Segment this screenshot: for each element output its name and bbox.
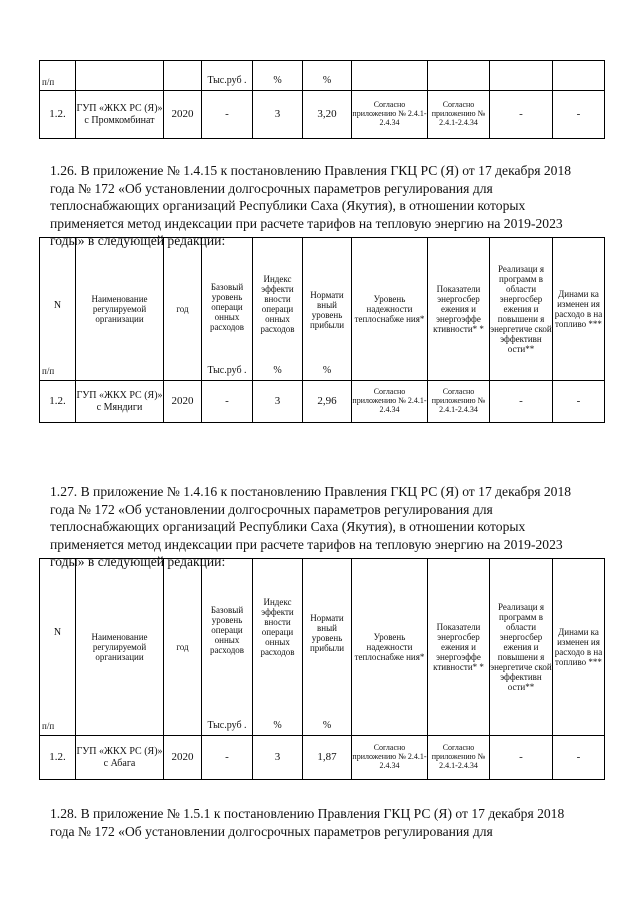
dynamics-cell: - — [553, 736, 605, 780]
header-energy: Показатели энергосбер ежения и энергоэффе ктивности* * — [428, 238, 490, 381]
header-year: год — [164, 238, 202, 381]
org-name: ГУП «ЖКХ РС (Я)» с Абага — [76, 736, 164, 780]
paragraph-line: года № 172 «Об установлении долгосрочных параметров регулирования для — [50, 823, 493, 839]
org-name: ГУП «ЖКХ РС (Я)» с Промкомбинат — [76, 91, 164, 139]
paragraph-line: годы» в следующей редакции: — [50, 233, 226, 248]
paragraph-1-28 — [50, 805, 610, 840]
header-number — [40, 559, 76, 736]
header-org: Наименование регулируемой организации — [76, 559, 164, 736]
programs-cell: - — [490, 381, 553, 423]
dynamics-cell: - — [553, 91, 605, 139]
index-cell: 3 — [253, 736, 303, 780]
year-cell: 2020 — [164, 381, 202, 423]
table-row — [40, 381, 605, 423]
header-reliability: Уровень надежности теплоснабже ния* — [352, 559, 428, 736]
header-dynamics: Динами ка изменен ия расходо в на топливо *** — [553, 559, 605, 736]
header-year: год — [164, 559, 202, 736]
header-base: Базовый уровень операци онных расходов — [209, 605, 245, 656]
paragraph-line: года № 172 «Об установлении долгосрочных параметров регулирования для — [50, 501, 493, 517]
header-org: Наименование регулируемой организации — [76, 238, 164, 381]
base-cell: - — [202, 736, 253, 780]
base-cell: - — [202, 381, 253, 423]
row-number: 1.2. — [40, 381, 76, 423]
energy-cell: Согласно приложению № 2.4.1-2.4.34 — [428, 736, 490, 780]
dynamics-cell: - — [553, 381, 605, 423]
header-index: Индекс эффекти вности операци онных расходов — [260, 274, 295, 335]
org-name: ГУП «ЖКХ РС (Я)» с Мяндиги — [76, 381, 164, 423]
unit-base: Тыс.руб . — [207, 364, 247, 376]
year-cell: 2020 — [164, 736, 202, 780]
header-reliability: Уровень надежности теплоснабже ния* — [352, 238, 428, 381]
header-np: п/п — [40, 61, 76, 91]
header-base: Базовый уровень операци онных расходов — [209, 282, 245, 333]
index-cell: 3 — [253, 91, 303, 139]
paragraph-line: 1.27. В приложение № 1.4.16 к постановлению Правления ГКЦ РС (Я) от 17 декабря 2018 — [50, 484, 572, 499]
unit-norm: % — [322, 364, 332, 376]
base-cell: - — [202, 91, 253, 139]
index-cell: 3 — [253, 381, 303, 423]
unit-index: % — [273, 364, 282, 376]
programs-cell: - — [490, 736, 553, 780]
header-programs: Реализаци я программ в области энергосбер ежения и повышени я энергетиче ской эффективн ости** — [490, 559, 553, 736]
paragraph-line: теплоснабжающих организаций Республики Саха (Якутия), в отношении которых — [50, 519, 526, 534]
unit-index: % — [273, 719, 282, 731]
norm-cell: 3,20 — [303, 91, 352, 139]
header-energy: Показатели энергосбер ежения и энергоэффе ктивности* * — [428, 559, 490, 736]
row-number: 1.2. — [40, 736, 76, 780]
header-dynamics: Динами ка изменен ия расходо в на топливо *** — [553, 238, 605, 381]
header-n: N — [53, 300, 62, 311]
energy-cell: Согласно приложению № 2.4.1-2.4.34 — [428, 381, 490, 423]
reliability-cell: Согласно приложению № 2.4.1-2.4.34 — [352, 736, 428, 780]
table-row — [40, 91, 605, 139]
table-1-26 — [39, 237, 605, 423]
header-np: п/п — [42, 365, 55, 376]
year-cell: 2020 — [164, 91, 202, 139]
unit-norm: % — [303, 61, 352, 91]
paragraph-line: теплоснабжающих организаций Республики Саха (Якутия), в отношении которых — [50, 198, 526, 213]
table-1-27 — [39, 558, 605, 780]
paragraph-line: года № 172 «Об установлении долгосрочных параметров регулирования для — [50, 180, 493, 196]
reliability-cell: Согласно приложению № 2.4.1-2.4.34 — [352, 91, 428, 139]
unit-index: % — [253, 61, 303, 91]
unit-norm: % — [322, 719, 332, 731]
programs-cell: - — [490, 91, 553, 139]
paragraph-line: 1.28. В приложение № 1.5.1 к постановлению Правления ГКЦ РС (Я) от 17 декабря 2018 — [50, 806, 565, 821]
header-n: N — [53, 627, 62, 638]
header-index: Индекс эффекти вности операци онных расходов — [260, 597, 295, 658]
unit-base: Тыс.руб . — [207, 719, 247, 731]
unit-base: Тыс.руб . — [202, 61, 253, 91]
paragraph-line: применяется метод индексации при расчете тарифов на тепловую энергию на 2019-2023 — [50, 536, 563, 552]
header-np: п/п — [42, 720, 55, 731]
energy-cell: Согласно приложению № 2.4.1-2.4.34 — [428, 91, 490, 139]
table-fragment-top — [39, 60, 605, 139]
paragraph-line: 1.26. В приложение № 1.4.15 к постановлению Правления ГКЦ РС (Я) от 17 декабря 2018 — [50, 163, 572, 178]
norm-cell: 2,96 — [303, 381, 352, 423]
reliability-cell: Согласно приложению № 2.4.1-2.4.34 — [352, 381, 428, 423]
paragraph-line: применяется метод индексации при расчете тарифов на тепловую энергию на 2019-2023 — [50, 215, 563, 231]
header-norm: Нормати вный уровень прибыли — [309, 613, 345, 654]
table-row — [40, 736, 605, 780]
header-norm: Нормати вный уровень прибыли — [309, 290, 345, 331]
norm-cell: 1,87 — [303, 736, 352, 780]
header-programs: Реализаци я программ в области энергосбер ежения и повышени я энергетиче ской эффективн ости** — [490, 238, 553, 381]
header-number — [40, 238, 76, 381]
paragraph-line: годы» в следующей редакции: — [50, 554, 226, 569]
row-number: 1.2. — [40, 91, 76, 139]
